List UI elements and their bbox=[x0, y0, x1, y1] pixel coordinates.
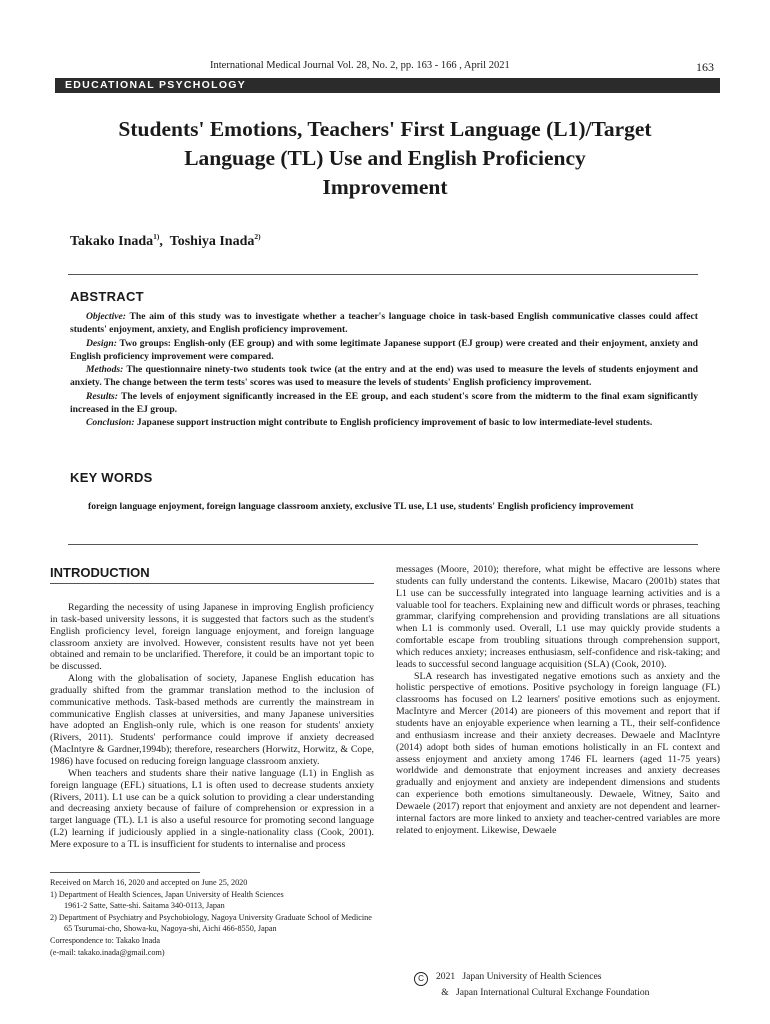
correspondence: Correspondence to: Takako Inada bbox=[50, 935, 160, 945]
keywords-heading: KEY WORDS bbox=[70, 470, 153, 485]
divider bbox=[68, 544, 698, 545]
abstract-label: Methods: bbox=[86, 364, 124, 376]
introduction-heading: INTRODUCTION bbox=[50, 565, 150, 580]
ampersand: & bbox=[441, 987, 449, 998]
abstract-text: The questionnaire ninety-two students took twice (at the entry and at the end) was used to measure the levels of students enjoyment and anxiety. The change between the term tests' scores was used to measure the levels of students' English proficiency improvement. bbox=[70, 364, 698, 389]
title-line-1: Students' Emotions, Teachers' First Language (L1)/Target bbox=[118, 117, 652, 141]
body-paragraph: messages (Moore, 2010); therefore, what might be effective are lessons where students can fully understand the contents. Likewise, Macaro (2001b) states that L1 use can be successfully integrated into language learning activities and is a valuable tool for teachers. Explaining new and difficult words or phrases, teaching grammar, clarifying comprehension and providing translations are all situations when L1 is commonly used. Overall, L1 use may quickly provide students a comfortable escape from troubling situations through comprehension support, which reduces anxiety; increases enthusiasm, self-confidence and risk-taking; and leads to successful second language acquisition (SLA) (Cook, 2010). bbox=[396, 564, 720, 670]
right-column bbox=[396, 564, 720, 836]
keywords-text: foreign language enjoyment, foreign language classroom anxiety, exclusive TL use, L1 use, students' English proficiency improvement bbox=[88, 501, 634, 512]
copyright-text: 2021 Japan University of Health Sciences bbox=[436, 971, 602, 982]
abstract-label: Design: bbox=[86, 337, 117, 349]
section-label: EDUCATIONAL PSYCHOLOGY bbox=[55, 78, 720, 93]
abstract-heading: ABSTRACT bbox=[70, 289, 144, 304]
title-line-2: Language (TL) Use and English Proficiency bbox=[184, 146, 586, 170]
page-number: 163 bbox=[696, 60, 714, 74]
abstract-text: Japanese support instruction might contribute to English proficiency improvement of basic to low intermediate-level students. bbox=[134, 417, 653, 429]
affiliation-1-address: 1961-2 Satte, Satte-shi. Saitama 340-0113, Japan bbox=[64, 901, 225, 911]
author-name: Takako Inada bbox=[70, 234, 154, 249]
body-paragraph: Along with the globalisation of society, Japanese English education has gradually shifted from the grammar translation method to the inclusion of communicative methods. Task-based methods are currently the mainstream in communicative English classes at universities, and many Japanese universities have adopted an English-only rule, which is one reason for students' anxiety (Rivers, 2011). Students' performance could improve if anxiety decreased (MacIntyre & Gardner,1994b); therefore, researchers (Horwitz, Horwitz, & Cope, 1986) have focused on reducing foreign language classroom anxiety. bbox=[50, 673, 374, 767]
body-paragraph: SLA research has investigated negative emotions such as anxiety and the holistic perspective of emotions. Positive psychology in foreign language (FL) classrooms has focused on L2 learners' positive emotions such as enjoyment. MacIntyre and Mercer (2014) are pioneers of this movement and report that if students have an enjoyable experience when learning a TL, their self-confidence and enthusiasm increase and their anxiety decreases. Dewaele and MacIntyre (2014) adopt both sides of human emotions holistically in an FL context and assess enjoyment and anxiety among 1746 FL learners (aged 11-75 years) worldwide and demonstrate that enjoyment increases and anxiety decreases gradually and enjoyment and anxiety are independent dimensions and students can experience both emotions simultaneously. Dewaele, Witney, Saito and Dewaele (2017) report that enjoyment and anxiety are not dependent and learner-internal factors are more linked to anxiety and teacher-centred variables are more related to enjoyment. Likewise, Dewaele bbox=[396, 670, 720, 836]
copyright-notice bbox=[414, 970, 649, 1000]
body-paragraph: Regarding the necessity of using Japanese in improving English proficiency in task-based university lessons, it is suggested that factors such as the student's English proficiency level, foreign language enjoyment, and foreign language classroom anxiety are involved. However, consistent results have not yet been obtained and remain to be unclarified. Therefore, it could be an important topic to be discussed. bbox=[50, 602, 374, 673]
copyright-line-1 bbox=[414, 970, 649, 986]
abstract-text: The aim of this study was to investigate whether a teacher's language choice in task-based English communicative classes could affect students' enjoyment, anxiety, and English proficiency improvement. bbox=[70, 311, 698, 336]
abstract-design bbox=[70, 337, 698, 364]
heading-underline bbox=[50, 583, 374, 584]
abstract-label: Conclusion: bbox=[86, 417, 135, 429]
received-date: Received on March 16, 2020 and accepted on June 25, 2020 bbox=[50, 878, 248, 887]
author-separator: , bbox=[159, 234, 170, 249]
affiliation-1: 1) Department of Health Sciences, Japan University of Health Sciences bbox=[50, 889, 284, 899]
author-name: Toshiya Inada bbox=[169, 234, 255, 249]
left-column bbox=[50, 602, 374, 851]
copyright-icon: C bbox=[414, 972, 428, 986]
abstract-label: Objective: bbox=[86, 311, 126, 322]
footnotes bbox=[50, 877, 470, 958]
authors bbox=[70, 232, 261, 250]
divider bbox=[68, 274, 698, 275]
copyright-line-2 bbox=[414, 986, 649, 1000]
article-title bbox=[40, 115, 730, 202]
title-line-3: Improvement bbox=[322, 175, 448, 199]
affiliation-2-address: 65 Tsurumai-cho, Showa-ku, Nagoya-shi, Aichi 466-8550, Japan bbox=[64, 924, 277, 934]
body-paragraph: When teachers and students share their native language (L1) in English as foreign language (EFL) situations, L1 is often used to decrease students anxiety (Rivers, 2011). L1 use can be a quick solution to providing a clear understanding and decreasing anxiety because of failure of comprehension or expression in a target language (TL). L1 is also a useful resource for promoting second language (L2) learning if judiciously applied in a single-nationality class (Cook, 2001). Mere exposure to a TL is insufficient for students to internalise and process bbox=[50, 767, 374, 850]
footnote-divider bbox=[50, 872, 200, 873]
affiliation-2: 2) Department of Psychiatry and Psychobiology, Nagoya University Graduate School of Medicine bbox=[50, 912, 372, 922]
author-affiliation-mark: 2) bbox=[254, 232, 261, 241]
copyright-text: Japan International Cultural Exchange Foundation bbox=[456, 987, 650, 998]
abstract-text: Two groups: English-only (EE group) and with some legitimate Japanese support (EJ group) were created and their enjoyment, anxiety and English proficiency improvement were compared. bbox=[70, 337, 698, 362]
abstract-body bbox=[70, 310, 698, 430]
abstract-objective bbox=[70, 310, 698, 337]
author-affiliation-mark: 1) bbox=[153, 232, 160, 241]
abstract-text: The levels of enjoyment significantly increased in the EE group, and each student's score from the midterm to the final exam significantly increased in the EJ group. bbox=[70, 390, 698, 416]
abstract-conclusion bbox=[70, 416, 698, 429]
abstract-methods bbox=[70, 363, 698, 390]
journal-citation: International Medical Journal Vol. 28, No. 2, pp. 163 - 166 , April 2021 bbox=[210, 60, 510, 71]
abstract-label: Results: bbox=[86, 390, 118, 402]
correspondence-email: (e-mail: takako.inada@gmail.com) bbox=[50, 947, 165, 957]
abstract-results bbox=[70, 390, 698, 417]
